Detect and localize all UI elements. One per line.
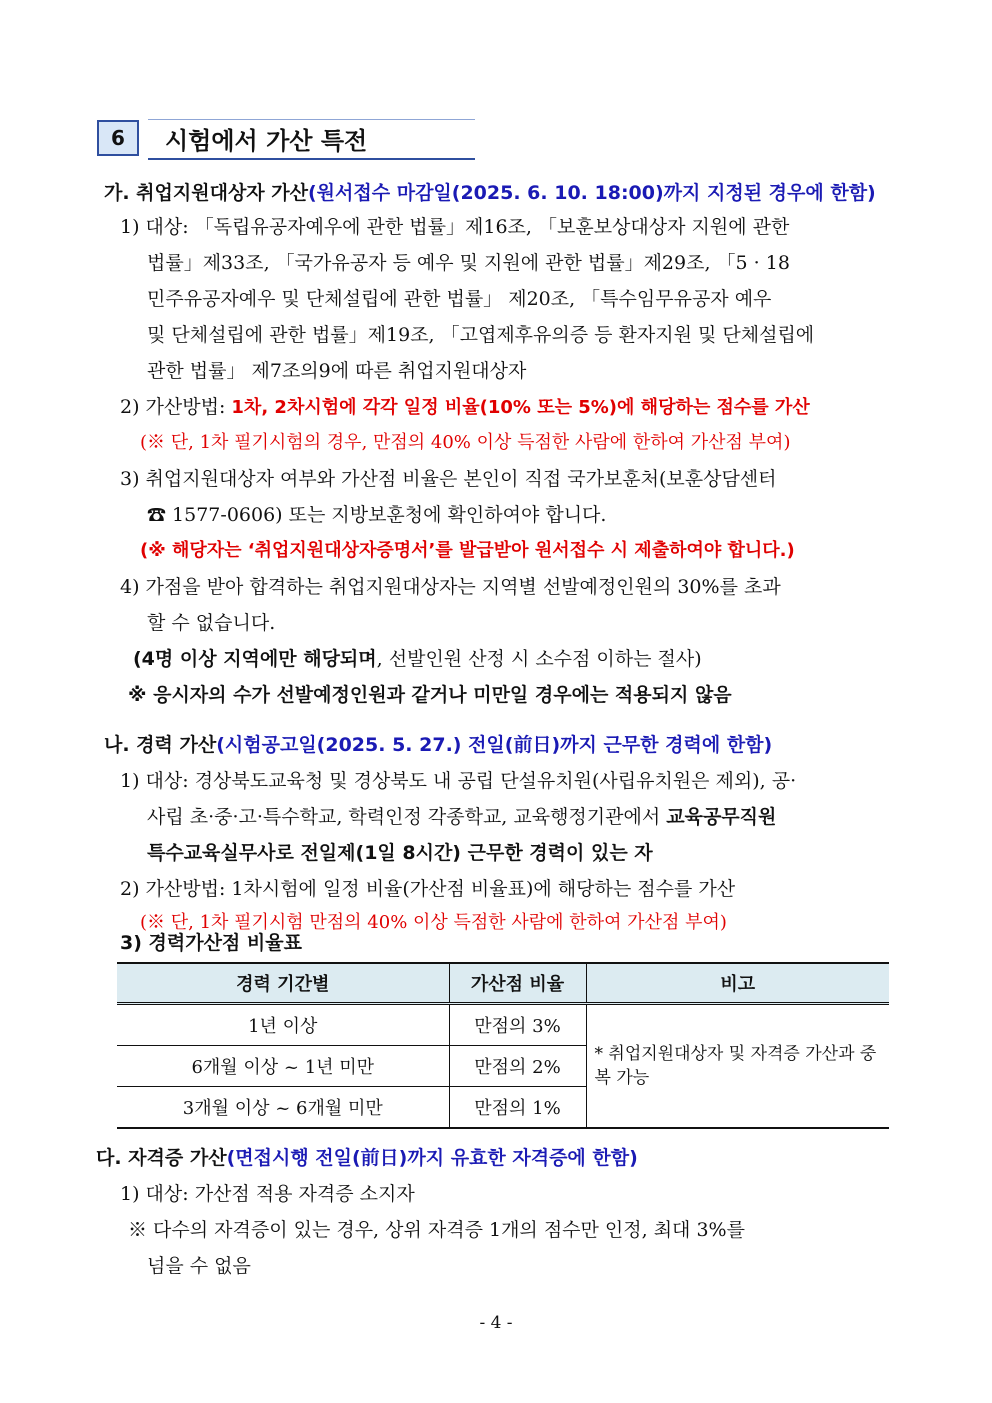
heading-da-title: 다. 자격증 가산 bbox=[96, 1147, 227, 1169]
ga-item2-note: (※ 단, 1차 필기시험의 경우, 만점의 40% 이상 득점한 사람에 한하여 가산점 부여) bbox=[140, 432, 791, 453]
na-item1-line1: 1) 대상: 경상북도교육청 및 경상북도 내 공립 단설유치원(사립유치원은 제외), 공· bbox=[120, 770, 797, 792]
ga-item2-label: 2) 가산방법: bbox=[120, 396, 232, 418]
page-number: - 4 - bbox=[479, 1313, 513, 1333]
na-item1-line2-text: 사립 초·중·고·특수학교, 학력인정 각종학교, 교육행정기관에서 bbox=[147, 806, 667, 828]
table-cell-rate: 만점의 3% bbox=[449, 1004, 586, 1046]
table-header-row bbox=[117, 963, 889, 1004]
table-cell-period: 3개월 이상 ~ 6개월 미만 bbox=[117, 1087, 449, 1129]
da-note-line2: 넘을 수 없음 bbox=[147, 1255, 251, 1277]
ga-item2 bbox=[120, 392, 810, 419]
table-header-period: 경력 기간별 bbox=[117, 963, 449, 1004]
section-rule-top bbox=[148, 119, 475, 120]
table-cell-rate: 만점의 1% bbox=[449, 1087, 586, 1129]
da-note-line1: ※ 다수의 자격증이 있는 경우, 상위 자격증 1개의 점수만 인정, 최대 3%를 bbox=[128, 1219, 745, 1241]
ga-item4-note bbox=[133, 644, 702, 671]
ga-item3-line1: 3) 취업지원대상자 여부와 가산점 비율은 본인이 직접 국가보훈처(보훈상담센터 bbox=[120, 468, 777, 490]
na-item2: 2) 가산방법: 1차시험에 일정 비율(가산점 비율표)에 해당하는 점수를 가산 bbox=[120, 878, 736, 900]
na-item2-note: (※ 단, 1차 필기시험 만점의 40% 이상 득점한 사람에 한하여 가산점 부여) bbox=[140, 912, 727, 933]
section-rule bbox=[148, 158, 475, 160]
heading-na-condition: (시험공고일(2025. 5. 27.) 전일(前日)까지 근무한 경력에 한함) bbox=[216, 734, 773, 756]
ga-item1-line4: 및 단체설립에 관한 법률」제19조, 「고엽제후유의증 등 환자지원 및 단체설립에 bbox=[147, 324, 815, 346]
section-title: 시험에서 가산 특전 bbox=[165, 127, 368, 155]
heading-da bbox=[96, 1143, 638, 1170]
table-cell-rate: 만점의 2% bbox=[449, 1046, 586, 1087]
na-item3: 3) 경력가산점 비율표 bbox=[120, 932, 302, 954]
ga-item4-note-bold: (4명 이상 지역에만 해당되며 bbox=[133, 648, 377, 670]
na-item1-line2-bold: 교육공무직원 bbox=[666, 806, 777, 828]
ga-item1-line3: 민주유공자예우 및 단체설립에 관한 법률」 제20조, 「특수임무유공자 예우 bbox=[147, 288, 772, 310]
heading-ga-condition: (원서접수 마감일(2025. 6. 10. 18:00)까지 지정된 경우에 한함) bbox=[308, 182, 876, 204]
career-rate-table bbox=[117, 962, 889, 1129]
ga-item4-line1: 4) 가점을 받아 합격하는 취업지원대상자는 지역별 선발예정인원의 30%를 초과 bbox=[120, 576, 781, 598]
ga-warning: ※ 응시자의 수가 선발예정인원과 같거나 미만일 경우에는 적용되지 않음 bbox=[128, 684, 732, 706]
table-cell-period: 6개월 이상 ~ 1년 미만 bbox=[117, 1046, 449, 1087]
table-row bbox=[117, 1004, 889, 1046]
ga-item4-note-rest: , 선발인원 산정 시 소수점 이하는 절사) bbox=[376, 648, 702, 670]
ga-item2-value: 1차, 2차시험에 각각 일정 비율(10% 또는 5%)에 해당하는 점수를 가산 bbox=[231, 397, 810, 418]
ga-item3-line2: ☎ 1577-0606) 또는 지방보훈청에 확인하여야 합니다. bbox=[147, 504, 607, 526]
heading-na bbox=[104, 730, 772, 757]
ga-item3-note: (※ 해당자는 ‘취업지원대상자증명서’를 발급받아 원서접수 시 제출하여야 합니다.) bbox=[140, 540, 795, 561]
na-item1-line3: 특수교육실무사로 전일제(1일 8시간) 근무한 경력이 있는 자 bbox=[147, 842, 653, 864]
na-item1-line2 bbox=[147, 802, 776, 829]
ga-item4-line2: 할 수 없습니다. bbox=[147, 612, 276, 634]
ga-item1-line1: 1) 대상: 「독립유공자예우에 관한 법률」제16조, 「보훈보상대상자 지원에 관한 bbox=[120, 216, 790, 238]
heading-ga bbox=[104, 178, 876, 205]
heading-na-title: 나. 경력 가산 bbox=[104, 734, 217, 756]
section-number: 6 bbox=[97, 120, 139, 156]
table-cell-period: 1년 이상 bbox=[117, 1004, 449, 1046]
ga-item1-line2: 법률」제33조, 「국가유공자 등 예우 및 지원에 관한 법률」제29조, 「5 · 18 bbox=[147, 252, 790, 274]
heading-da-condition: (면접시행 전일(前日)까지 유효한 자격증에 한함) bbox=[226, 1147, 638, 1169]
ga-item1-line5: 관한 법률」 제7조의9에 따른 취업지원대상자 bbox=[147, 360, 527, 382]
table-header-rate: 가산점 비율 bbox=[449, 963, 586, 1004]
heading-ga-title: 가. 취업지원대상자 가산 bbox=[104, 182, 308, 204]
table-header-note: 비고 bbox=[586, 963, 889, 1004]
table-cell-note: * 취업지원대상자 및 자격증 가산과 중복 가능 bbox=[586, 1004, 889, 1129]
da-item1: 1) 대상: 가산점 적용 자격증 소지자 bbox=[120, 1183, 415, 1205]
